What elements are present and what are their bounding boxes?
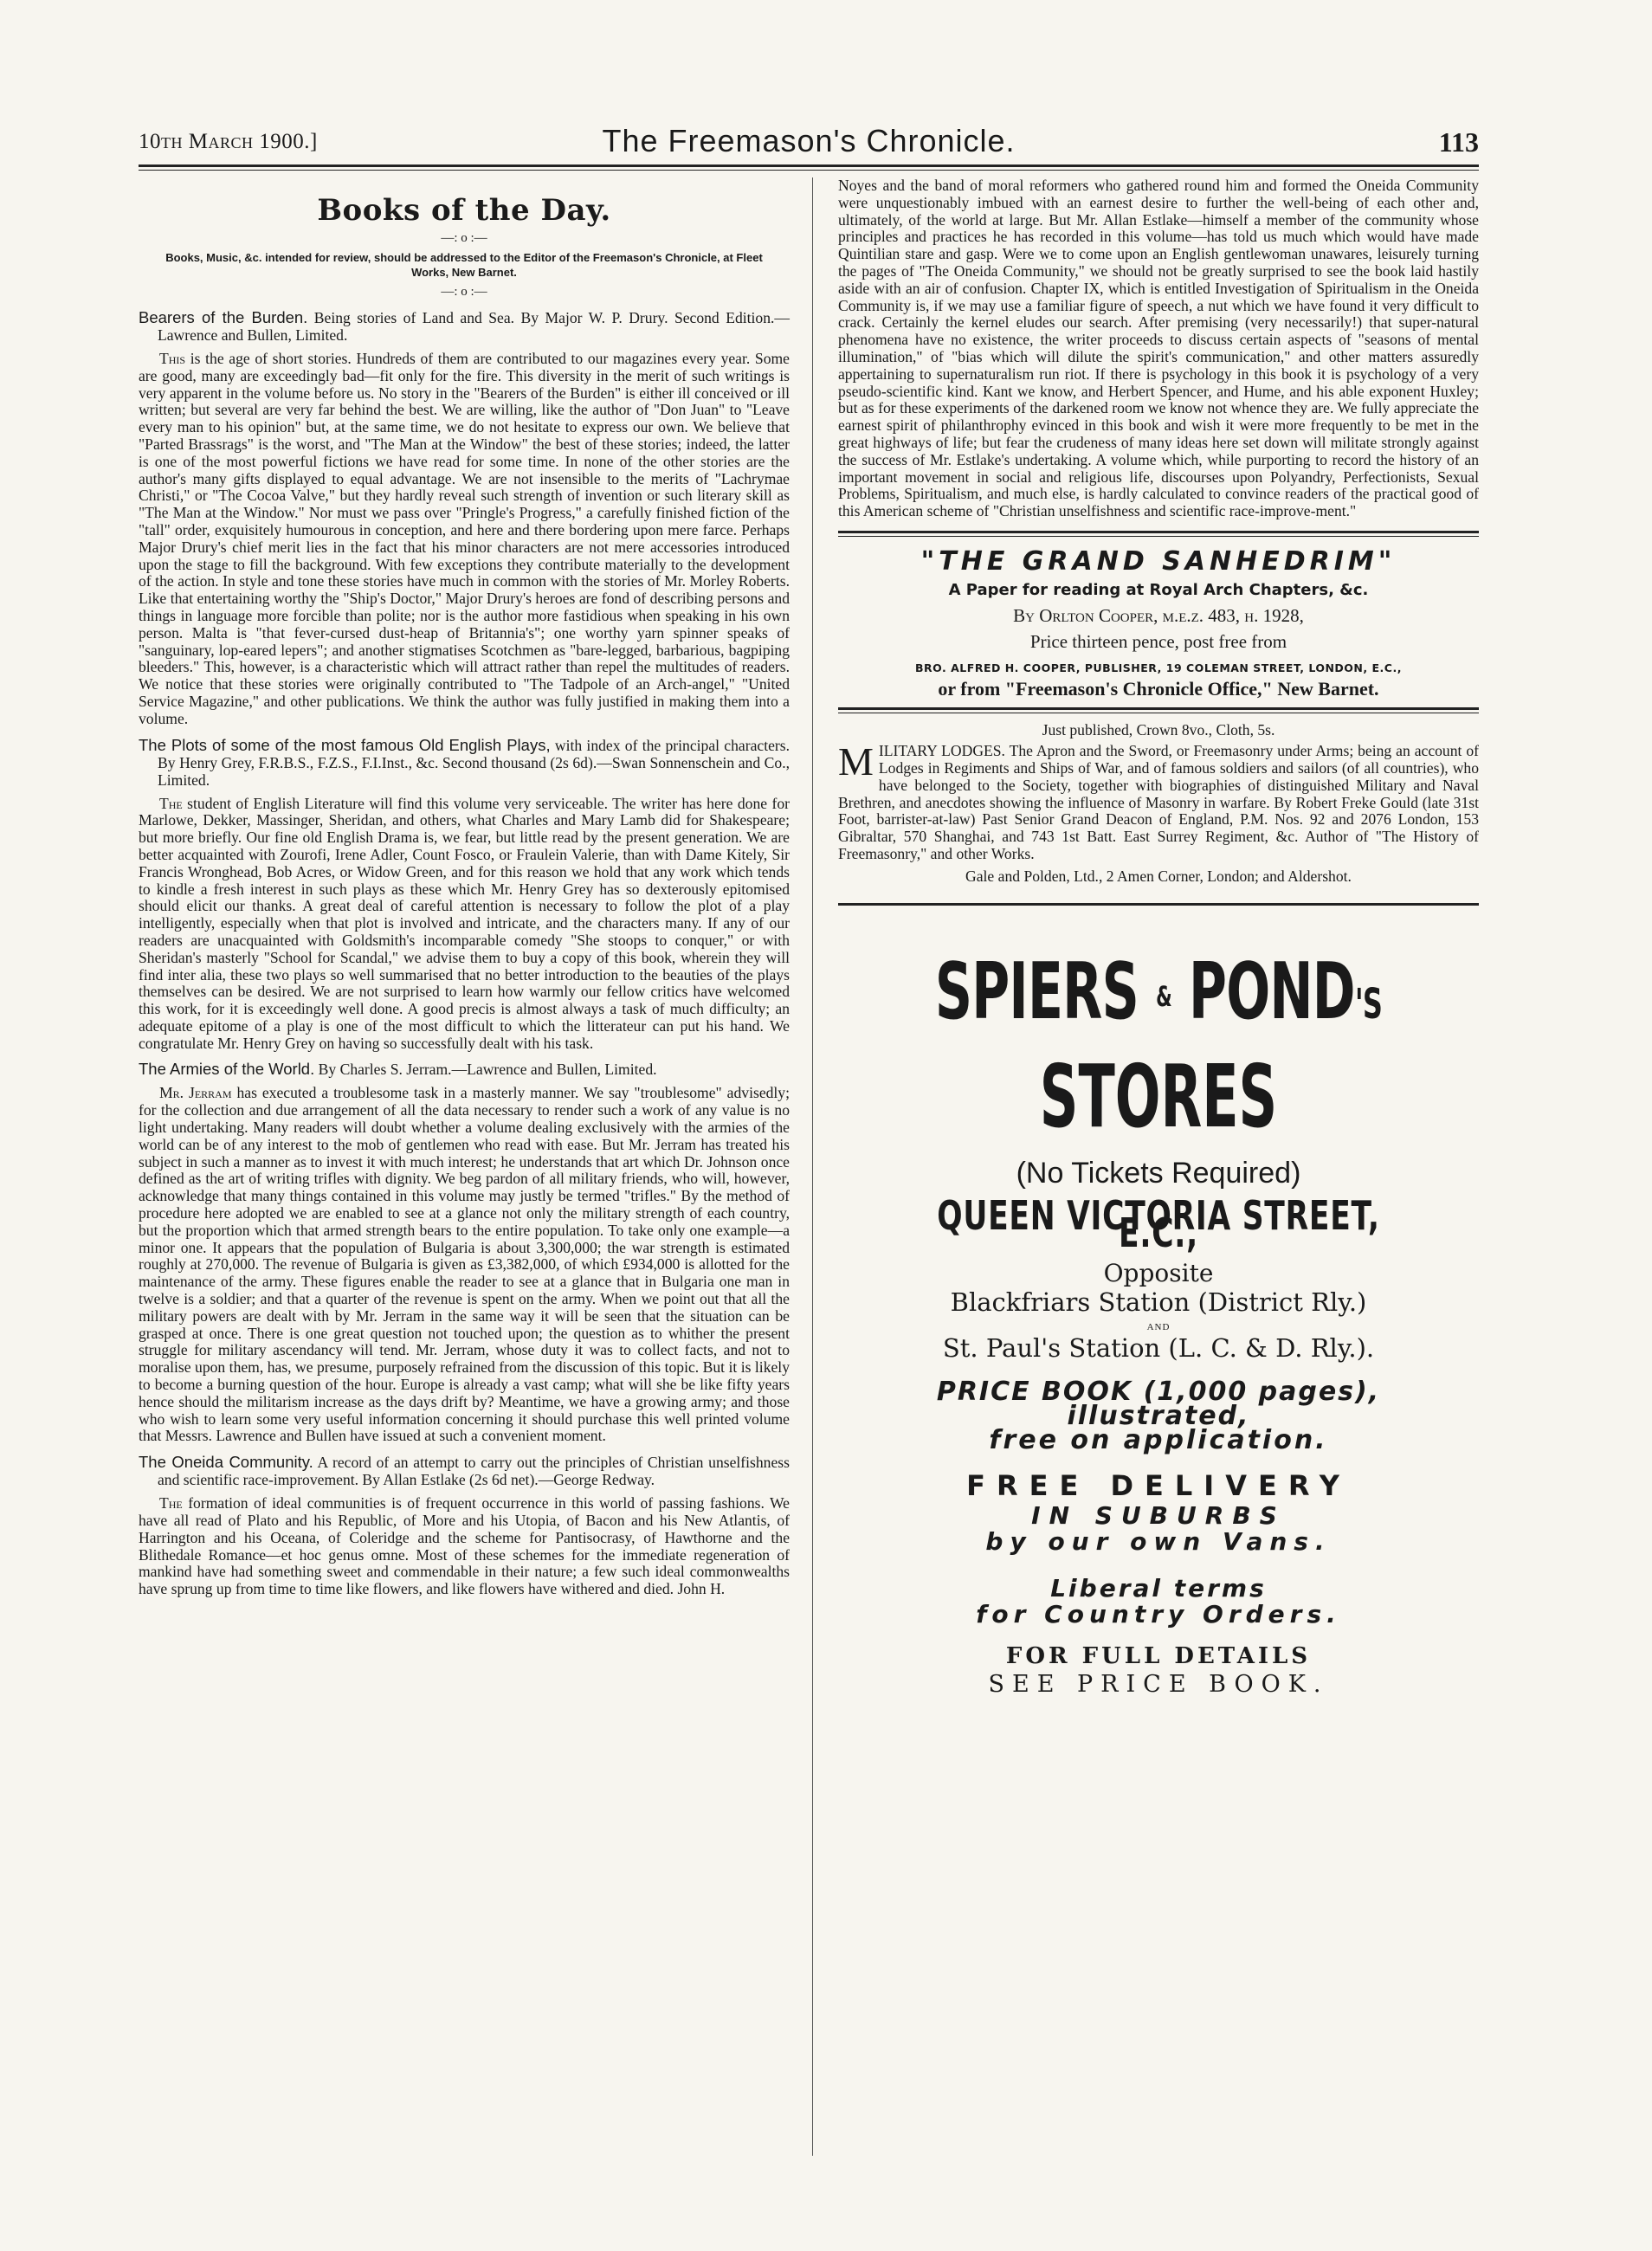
divider-rule [838, 707, 1479, 710]
review-heading-armies [139, 1061, 790, 1078]
left-column [139, 177, 790, 1601]
review-body-oneida-continued: Noyes and the band of moral reformers who gathered round him and formed the Oneida Community were unquestionably imbued with an earnest desire to further the well-being of each other and, ultimately, of the world at large. But Mr. Allan Estlake—himself a member of the community whose principles and practices he has recorded in this volume—has told us much which would have made Quintilian stare and gasp. Were we to come upon an English gentlewoman unawares, leisurely turning the pages of "The Oneida Community," we should not be greatly surprised to see the book laid hastily aside with an air of confusion. Chapter IX, which is entitled Investigation of Spiritualism in the Oneida Community is, if we may use a familiar figure of speech, a nut which we have found it very difficult to crack. Certainly the kernel eludes our search. After premising (very necessarily!) that super-natural phenomena have no existence, the writer proceeds to discuss certain aspects of "seasons of mental illumination," of "bias which will dilute the spirit's communication," and other matters assuredly appertaining to supernaturalism run riot. If there is psychology in this book it is psychology of a very pseudo-scientific kind. Kant we know, and Herbert Spencer, and Hume, and his able exponent Huxley; but as for these experiments of the darkened room we know not whence they are. We fully appreciate the earnest spirit of philanthrophy evinced in this book and wish it were more frequently to be met in the great highways of life; but fear the crudeness of many ideas here set down will militate strongly against the success of Mr. Estlake's undertaking. A volume which, while purporting to record the history of an important movement in social and religious life, discourses upon Polyandry, Perfectionists, Sexual Problems, Spiritualism, and much else, is hardly calculated to convince readers of the practical good of this American scheme of "Christian unselfishness and scientific race-improve-ment." [838, 177, 1479, 520]
ad-street: QUEEN VICTORIA STREET, E.C., [937, 1192, 1380, 1257]
running-head [139, 123, 1479, 161]
review-heading-oneida [139, 1454, 790, 1488]
review-heading-plots [139, 737, 790, 789]
ad-and: AND [1146, 1322, 1171, 1333]
header-rule-thin [139, 170, 1479, 171]
ad-price-book: PRICE BOOK (1,000 pages), [936, 1377, 1381, 1408]
ornament: —: o :— [441, 285, 487, 299]
divider-rule [838, 903, 1479, 906]
ornament: —: o :— [441, 231, 487, 245]
lodges-notice [838, 722, 1479, 885]
divider-rule [838, 531, 1479, 533]
page-number: 113 [1438, 126, 1479, 158]
ad-blackfriars: Blackfriars Station (District Rly.) [950, 1287, 1367, 1317]
sanhedrim-publisher: BRO. ALFRED H. COOPER, PUBLISHER, 19 COLEMAN STREET, LONDON, E.C., [915, 661, 1402, 674]
review-details: By Charles S. Jerram.—Lawrence and Bullen, Limited. [318, 1061, 657, 1079]
spiers-pond-advertisement [838, 945, 1479, 1699]
review-title: Bearers of the Burden. [139, 308, 308, 326]
ad-no-tickets: (No Tickets Required) [1016, 1156, 1301, 1190]
review-title: The Plots of some of the most famous Old English Plays, [139, 735, 551, 754]
sanhedrim-author: By Orlton Cooper, m.e.z. 483, h. 1928, [1013, 604, 1304, 626]
lodges-published: Just published, Crown 8vo., Cloth, 5s. [1042, 721, 1275, 739]
ad-liberal-terms: Liberal terms [1050, 1573, 1267, 1603]
section-title: Books of the Day. [317, 193, 611, 228]
drop-cap: M [838, 739, 874, 784]
review-title: The Armies of the World. [139, 1060, 315, 1079]
column-divider [812, 177, 813, 2156]
sanhedrim-subtitle: A Paper for reading at Royal Arch Chapters, &c. [948, 580, 1369, 599]
masthead-title: The Freemason's Chronicle. [602, 123, 1016, 158]
right-column [838, 177, 1479, 1699]
sanhedrim-office: or from "Freemason's Chronicle Office," New Barnet. [938, 677, 1379, 700]
ad-st-pauls: St. Paul's Station (L. C. & D. Rly.). [942, 1333, 1375, 1364]
review-body-plots: The student of English Literature will find this volume very serviceable. The writer has here done for Marlowe, Dekker, Massinger, Sheridan, and others, what Charles and Mary Lamb did for Shakespeare; but more briefly. Our fine old English Drama is, we fear, but little read by the present generation. We are better acquainted with Zourofi, Irene Adler, Count Fosco, or Fraulein Valerie, than with Dame Kitely, Sir Francis Wronghead, Bob Acres, or Widow Green, and for this reason we hold that any work which tends to kindle a fresh interest in such plays as these which Mr. Henry Grey has so dexterously epitomised should elicit our thanks. A great deal of careful attention is necessary to follow the plot of a play intelligently, especially when that plot is involved and intricate, and the characters many. If any of our readers are unacquainted with Goldsmith's incomparable comedy "She stoops to conquer," or with Sheridan's masterly "School for Scandal," we advise them to buy a copy of this book, wherein they will find inter alia, these two plays so well summarised that no better introduction to the beauties of the plays themselves can be desired. We are not surprised to learn how warmly our fellow critics have welcomed this work, for it is exceedingly well done. A good precis is almost always a task of much difficulty; an adequate epitome of a play is one of the most difficult to which the litterateur can put his hand. We congratulate Mr. Henry Grey on having so successfully dealt with his task. [139, 794, 790, 1052]
review-body-oneida: The formation of ideal communities is of frequent occurrence in this world of passing fashions. We have all read of Plato and his Republic, of More and his Utopia, of Bacon and his New Atlantis, of Harrington and his Oceana, of Coleridge and the scheme for Pantisocrasy, of Hawthorne and the Blithedale Romance—et hoc genus omne. Most of these schemes for the immediate regeneration of mankind have had something sweet and commendable in their nature; a few such ideal commonwealths have sprung up from time to time like flowers, and like flowers have withered and died. John H. [139, 1494, 790, 1598]
ad-brand: SPIERS & POND'S [934, 945, 1383, 1037]
ad-free-application: free on application. [989, 1424, 1328, 1455]
sanhedrim-price: Price thirteen pence, post free from [1029, 630, 1287, 652]
sanhedrim-notice [838, 545, 1479, 700]
ad-free-delivery: FREE DELIVERY [966, 1469, 1351, 1503]
review-body-armies: Mr. Jerram has executed a troublesome task in a masterly manner. We say "troublesome" advisedly; for the collection and due arrangement of all the data necessary to render such a work of any value is no light undertaking. Many readers will doubt whether a volume dealing exclusively with the armies of the world can be of any interest to the mob of gentlemen who read with ease. But Mr. Jerram has treated his subject in such a manner as to invest it with much interest; he understands that art which Dr. Johnson once defined as the art of writing trifles with dignity. We beg pardon of all military friends, who will, however, acknowledge that many things contained in this volume may justly be termed "trifles." By the method of procedure here adopted we are enabled to see at a glance not only the military strength of each country, but the proportion which that armed strength bears to the entire population. To take only one example—a minor one. It appears that the population of Bulgaria is about 3,300,000; the war strength is estimated roughly at 270,000. The revenue of Bulgaria is given as £3,382,000, of which £934,000 is allotted for the maintenance of the army. These figures enable the reader to see at a glance that in Bulgaria one man in twelve is a soldier; and that a quarter of the revenue is spent on the army. When we point out that all the military powers are dealt with by Mr. Jerram in the same way it will be seen that the situation can be grasped at once. There is one great question not touched upon; the question as to whither the present struggle for military ascendancy will tend. Mr. Jerram, whose duty it was to collect facts, and not to moralise upon them, has, we presume, purposely refrained from the discussion of this topic. But it is likely to become a burning question of the hour. Europe is already a vast camp; what will she be like fifty years hence should the militarism increase as the days drift by? Meantime, we have a growing army; and those who wish to learn some very useful information concerning it should purchase this well printed volume that Messrs. Lawrence and Bullen have issued at such a convenient moment. [139, 1084, 790, 1445]
review-body-burden: This is the age of short stories. Hundreds of them are contributed to our magazines every year. Some are good, many are exceedingly bad—fit only for the fire. This diversity in the merit of such writings is very apparent in the volume before us. No story in the "Bearers of the Burden" is either ill conceived or ill written; but several are very far behind the best. We are willing, like the author of "Don Juan" to "Leave every man to his opinion" but, at the same time, we do not hesitate to express our own. We believe that "Parted Brassrags" is the worst, and "The Man at the Window" the best of these stories; indeed, the latter is one of the most powerful fictions we have read for some time. In none of the other stories are the author's many gifts displayed to equal advantage. We are not insensible to the merits of "Lachrymae Christi," or "The Cocoa Valve," but they hardly reveal such strength of invention or such literary skill as "The Man at the Window." Nor must we pass over "Pringle's Progress," a carefully finished fiction of the "tall" order, exquisitely humourous in conception, and here and there bordering upon mere farce. Perhaps Major Drury's chief merit lies in the fact that his minor characters are not mere accessories introduced upon the stage to fill the background. With few exceptions they contribute materially to the development of the action. In style and tone these stories have much in common with the stories of Mr. Morley Roberts. Like that entertaining worthy the "Ship's Doctor," Major Drury's heroes are fond of describing persons and things in language more forcible than polite; nor is the author more fastidious when speaking in his own person. Malta is "that fever-cursed dust-heap of Britannia's"; one worthy yarn spinner speaks of "sanguinary, lop-eared lepers"; and another stigmatises Scotchmen as "bare-legged, barbarious, bagpiping bleeders." This, however, is a characteristic which will attract rather than repel the multitudes of readers. We notice that these stories were originally contributed to "The Tadpole of an Arch-angel," "United Service Magazine," and other publications. We think the author was fully justified in making them into a volume. [139, 350, 790, 727]
review-title: The Oneida Community. [139, 1453, 313, 1472]
review-heading-burden [139, 309, 790, 344]
ad-see-price-book: SEE PRICE BOOK. [988, 1671, 1329, 1699]
ad-country-orders: for Country Orders. [976, 1599, 1341, 1629]
sanhedrim-title: "THE GRAND SANHEDRIM" [920, 545, 1397, 577]
lodges-body: MILITARY LODGES. The Apron and the Sword, or Freemasonry under Arms; being an account of Lodges in Regiments and Ships of War, and of famous soldiers and sailors (of all countries), who have belonged to the Society, together with biographies of distinguished Military and Naval Brethren, and anecdotes showing the influence of Masonry in warfare. By Robert Freke Gould (late 31st Foot, barrister-at-law) Past Senior Grand Deacon of England, P.M. Nos. 92 and 2076 London, 153 Gibraltar, 570 Shanghai, and 743 1st Batt. East Surrey Regiment, &c. Author of "The History of Freemasonry," and other Works. [838, 739, 1479, 862]
review-details: with index of the principal characters. By Henry Grey, F.R.B.S., F.Z.S., F.I.Inst., &c. Second thousand (2s 6d).—Swan Sonnenschein and Co., Limited. [158, 736, 790, 789]
ad-own-vans: by our own Vans. [985, 1527, 1332, 1557]
submission-note: Books, Music, &c. intended for review, should be addressed to the Editor of the Freemason's Chronicle, at Fleet Works, New Barnet. [165, 251, 763, 279]
review-details: A record of an attempt to carry out the principles of Christian unselfishness and scientific race-improvement. By Allan Estlake (2s 6d net).—George Redway. [158, 1454, 790, 1489]
header-rule [139, 164, 1479, 167]
ad-opposite: Opposite [1103, 1258, 1214, 1287]
review-details: Being stories of Land and Sea. By Major W. P. Drury. Second Edition.—Lawrence and Bullen, Limited. [158, 309, 790, 344]
ad-stores: STORES [1039, 1045, 1278, 1147]
ad-in-suburbs: IN SUBURBS [1031, 1501, 1286, 1531]
ad-illustrated: illustrated, [1067, 1400, 1250, 1431]
divider-rule-thin [838, 536, 1479, 537]
ad-full-details: FOR FULL DETAILS [1005, 1643, 1312, 1670]
issue-date: 10th March 1900.] [139, 130, 318, 153]
lodges-sellers: Gale and Polden, Ltd., 2 Amen Corner, London; and Aldershot. [965, 867, 1352, 885]
